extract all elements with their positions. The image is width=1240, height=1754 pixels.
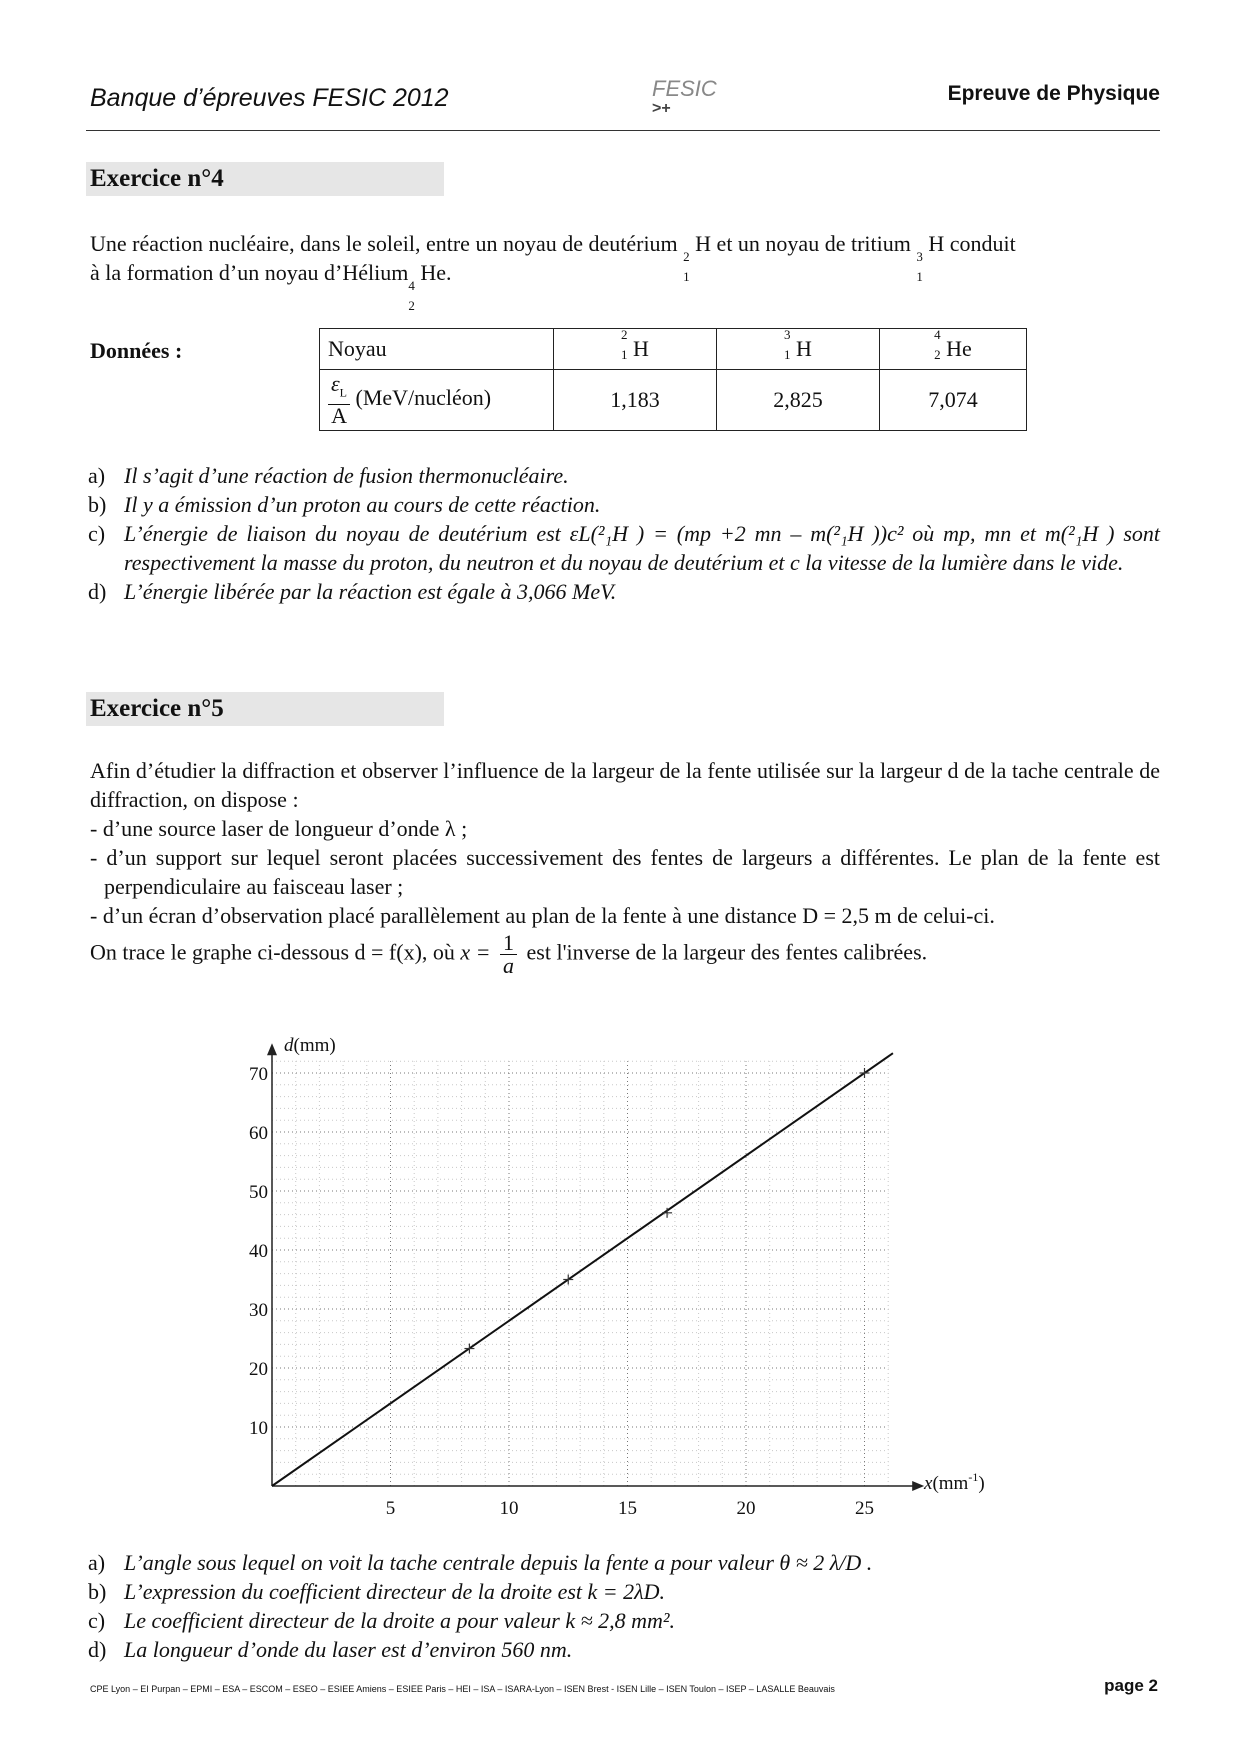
question-item: a) L’angle sous lequel on voit la tache centrale depuis la fente a pour valeur θ ≈ 2 λ/D . — [88, 1550, 873, 1575]
table-header-helium: 4 2 He — [880, 329, 1027, 370]
y-axis-label: d(mm) — [284, 1035, 336, 1056]
table-header-deuterium: 2 1 H — [554, 329, 717, 370]
logo-mark: >+ — [652, 100, 671, 117]
table-value-tritium: 2,825 — [717, 370, 880, 431]
question-item: b) Il y a émission d’un proton au cours de cette réaction. — [88, 492, 601, 517]
table-value-deuterium: 1,183 — [554, 370, 717, 431]
table-header-tritium: 3 1 H — [717, 329, 880, 370]
question-item: d) La longueur d’onde du laser est d’environ 560 nm. — [88, 1637, 573, 1662]
intro-part: à la formation d’un noyau d’Hélium — [90, 260, 409, 285]
question-item: c) Le coefficient directeur de la droite a pour valeur k ≈ 2,8 mm². — [88, 1608, 676, 1633]
exercise-4-title: Exercice n°4 — [86, 162, 444, 196]
x-tick-label: 5 — [385, 1498, 396, 1519]
intro-part: Une réaction nucléaire, dans le soleil, entre un noyau de deutérium — [90, 231, 684, 256]
question-item: b) L’expression du coefficient directeur de la droite est k = 2λD. — [88, 1579, 666, 1604]
page-number: page 2 — [1104, 1676, 1158, 1695]
logo-text: FESIC — [652, 76, 717, 101]
intro-item: - d’une source laser de longueur d’onde λ ; — [90, 816, 468, 841]
donnees-label: Données : — [90, 338, 183, 363]
table-value-helium: 7,074 — [880, 370, 1027, 431]
y-tick-label: 60 — [249, 1123, 268, 1144]
y-axis-arrow — [267, 1043, 277, 1055]
exercise-5-questions — [88, 1548, 1160, 1664]
y-tick-label: 70 — [249, 1064, 268, 1085]
question-item: d) L’énergie libérée par la réaction est égale à 3,066 MeV. — [88, 579, 617, 604]
exercise-5-graph-sentence: On trace le graphe ci-dessous d = f(x), où x = $\frac{1}{a}$ est l'inverse de la largeur des fentes calibrées. — [90, 930, 928, 978]
y-tick-label: 40 — [249, 1241, 268, 1262]
table-header-noyau: Noyau — [320, 329, 554, 370]
header-subject: Epreuve de Physique — [947, 82, 1160, 105]
x-tick-label: 25 — [855, 1498, 874, 1519]
y-tick-label: 30 — [249, 1300, 268, 1321]
y-tick-label: 50 — [249, 1182, 268, 1203]
table-row-label: $\frac{\varepsilon_L}{A}$ (MeV/nucléon) — [320, 370, 554, 431]
y-tick-label: 20 — [249, 1359, 268, 1380]
question-item: c) L’énergie de liaison du noyau de deutérium est εL(²₁H ) = (mp +2 mn – m(²₁H ))c² où mp, mn et m(²₁H ) sont respectivement la masse du proton, du neutron et du noyau de deutérium et c la vitesse de la lumière dans le vide. — [88, 521, 1160, 575]
x-axis-label: $x(mm^{-1})$ — [924, 1470, 985, 1494]
x-tick-label: 15 — [618, 1498, 637, 1519]
intro-item: - d’un écran d’observation placé parallèlement au plan de la fente à une distance D = 2,5 m de celui-ci. — [90, 903, 995, 928]
intro-item: - d’un support sur lequel seront placées successivement des fentes de largeurs a différentes. Le plan de la fente est perpendiculaire au faisceau laser ; — [90, 845, 1160, 899]
exercise-5-title: Exercice n°5 — [86, 692, 444, 726]
chart-axes — [267, 1043, 924, 1491]
x-axis-arrow — [912, 1481, 924, 1491]
intro-part: He. — [420, 260, 452, 285]
x-tick-label: 20 — [736, 1498, 756, 1519]
header-title: Banque d’épreuves FESIC 2012 — [90, 84, 449, 112]
footer-schools: CPE Lyon – EI Purpan – EPMI – ESA – ESCOM – ESEO – ESIEE Amiens – ESIEE Paris – HEI – ISA – ISARA-Lyon – ISEN Brest - ISEN Lille – ISEN Toulon – ISEP – LASALLE Beauvais — [90, 1684, 835, 1694]
intro-part: H et un noyau de tritium — [695, 231, 917, 256]
regression-line — [272, 1053, 893, 1486]
x-tick-label: 10 — [499, 1498, 519, 1519]
intro-part: H conduit — [928, 231, 1016, 256]
chart-fit-line — [272, 1053, 893, 1486]
y-tick-label: 10 — [249, 1418, 268, 1439]
question-item: a) Il s’agit d’une réaction de fusion thermonucléaire. — [88, 463, 569, 488]
intro-paragraph: Afin d’étudier la diffraction et observer l’influence de la largeur de la fente utilisée sur la largeur d de la tache centrale de diffraction, on dispose : — [90, 758, 1160, 812]
exercise-4-intro: Une réaction nucléaire, dans le soleil, entre un noyau de deutérium 2 1 H et un noyau de tritium 3 1 H conduit à la formation d’un noyau d’Hélium 4 2 He. — [90, 231, 1016, 313]
